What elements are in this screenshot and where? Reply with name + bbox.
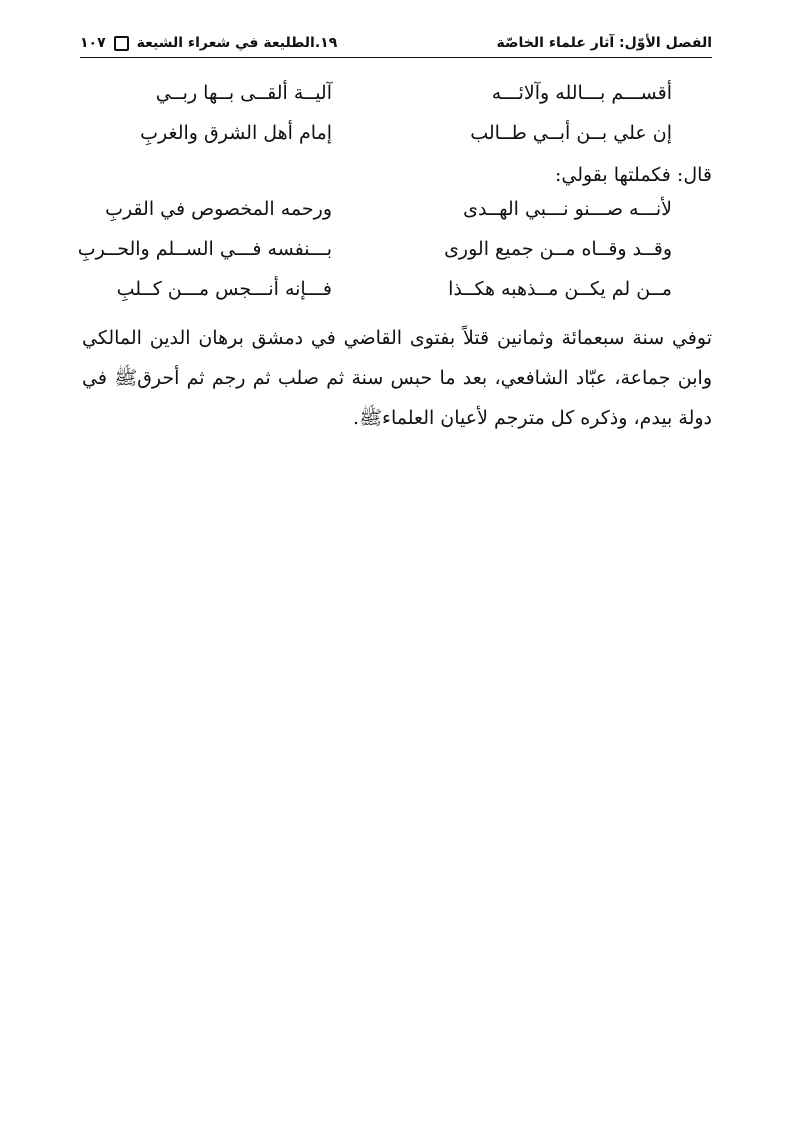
- square-ornament-icon: [114, 36, 129, 51]
- verse-line: [77, 234, 712, 274]
- header-rule: [80, 57, 712, 58]
- verse-first-hemistich: إن علي بــن أبــي طــالب: [470, 122, 672, 144]
- page-number: ١٠٧: [80, 35, 106, 51]
- section-heading: [80, 35, 337, 51]
- page-body: [77, 78, 712, 438]
- verse-first-hemistich: لأنـــه صـــنو نـــبي الهــدى: [463, 198, 672, 220]
- verse-second-hemistich: فـــإنه أنـــجس مـــن كــلبِ: [116, 278, 332, 300]
- verse-line: [82, 78, 712, 118]
- verse-line: [82, 194, 712, 234]
- running-header: [80, 32, 712, 58]
- verse-line: [82, 274, 712, 314]
- chapter-title: الفصل الأوّل: آثار علماء الخاصّة: [496, 35, 712, 51]
- intro-line: قال: فكملتها بقولي:: [554, 164, 712, 186]
- section-title: ١٩.الطليعة في شعراء الشيعة: [136, 35, 338, 51]
- prose-paragraph: توفي سنة سبعمائة وثمانين قتلاً بفتوى القاضي في دمشق برهان الدين المالكي وابن جماعة، عبّاد الشافعي، بعد ما حبس سنة ثم صلب ثم رجم ثم أحرقﷺ في دولة بيدم، وذكره كل مترجم لأعيان العلماءﷺ.: [82, 327, 712, 429]
- verse-first-hemistich: مــن لم يكــن مــذهبه هكــذا: [448, 278, 672, 300]
- verse-first-hemistich: وقــد وقــاه مــن جميع الورى: [444, 238, 672, 260]
- verse-first-hemistich: أقســـم بـــالله وآلائـــه: [491, 82, 672, 104]
- verse-second-hemistich: ورحمه المخصوص في القربِ: [105, 198, 332, 220]
- verse-second-hemistich: بـــنفسه فـــي الســلم والحــربِ: [77, 238, 332, 260]
- verse-second-hemistich: إمام أهل الشرق والغربِ: [140, 122, 332, 144]
- verse-line: [82, 118, 712, 158]
- verse-second-hemistich: آليــة ألقــى بــها ربــي: [155, 82, 332, 104]
